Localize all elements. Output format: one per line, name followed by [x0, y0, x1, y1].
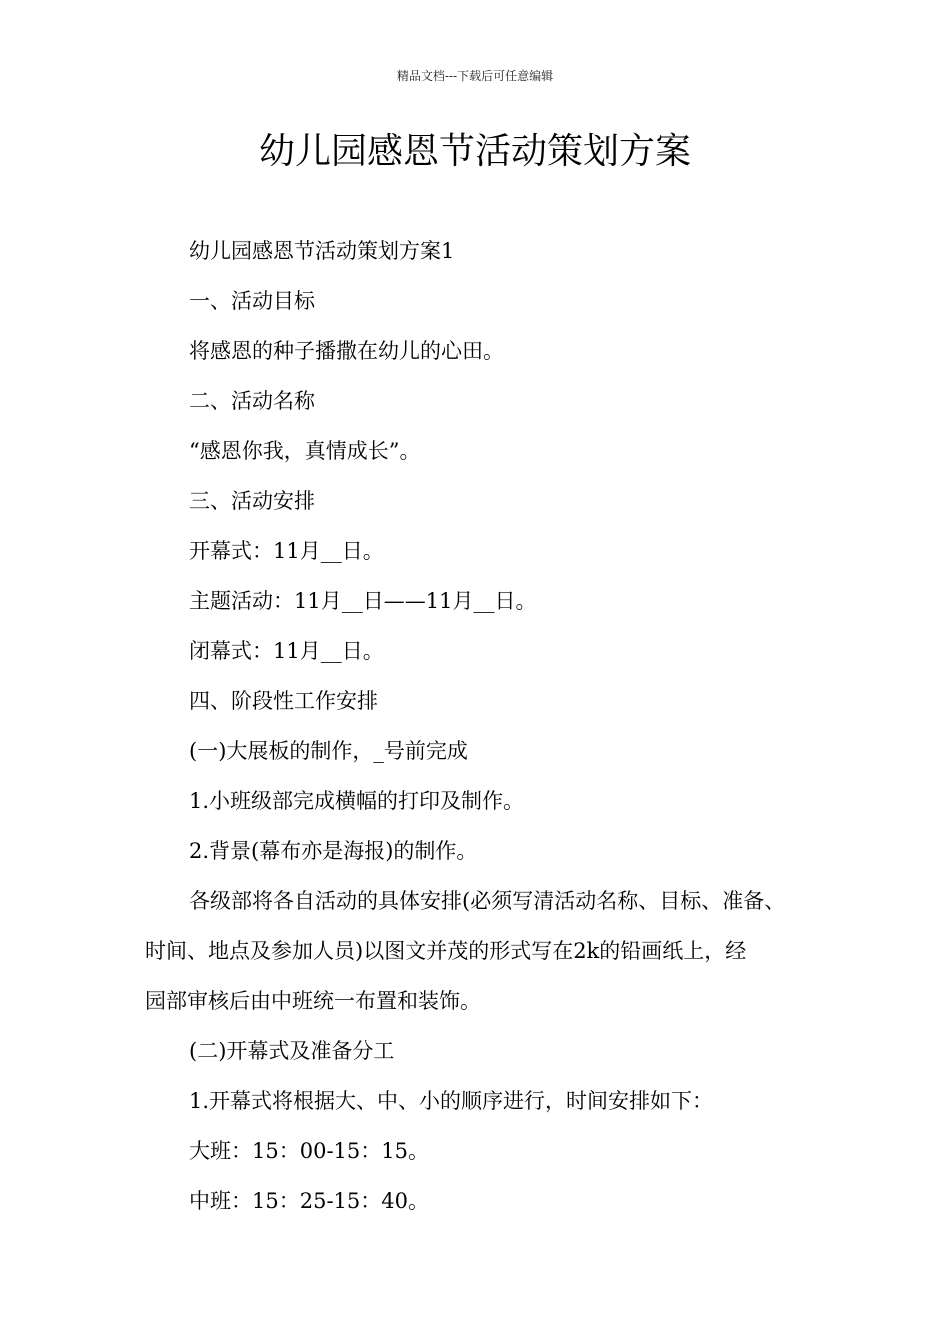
list-item: 2.背景(幕布亦是海报)的制作。: [189, 839, 478, 863]
section-heading: 四、阶段性工作安排: [189, 689, 378, 713]
section-heading: 二、活动名称: [189, 389, 315, 413]
paragraph-line: 幼儿园感恩节活动策划方案1: [189, 239, 455, 263]
list-item: 1.开幕式将根据大、中、小的顺序进行，时间安排如下：: [189, 1089, 714, 1113]
subsection-heading: (一)大展板的制作，_号前完成: [189, 739, 468, 763]
paragraph-line: 主题活动：11月__日——11月__日。: [189, 589, 537, 613]
paragraph-line: 大班：15：00-15：15。: [189, 1139, 429, 1163]
page-header-note: 精品文档---下载后可任意编辑: [396, 69, 554, 83]
section-heading: 三、活动安排: [189, 489, 315, 513]
paragraph-line: 各级部将各自活动的具体安排(必须写清活动名称、目标、准备、: [189, 889, 786, 913]
paragraph-line: “感恩你我，真情成长”。: [189, 439, 421, 463]
paragraph-line: 将感恩的种子播撒在幼儿的心田。: [189, 339, 504, 363]
paragraph-line: 时间、地点及参加人员)以图文并茂的形式写在2k的铅画纸上，经: [145, 939, 747, 963]
document-body: [145, 226, 835, 1226]
subsection-heading: (二)开幕式及准备分工: [189, 1039, 395, 1063]
paragraph-line: 中班：15：25-15：40。: [189, 1189, 429, 1213]
section-heading: 一、活动目标: [189, 289, 315, 313]
list-item: 1.小班级部完成横幅的打印及制作。: [189, 789, 525, 813]
document-title: 幼儿园感恩节活动策划方案: [258, 131, 691, 172]
paragraph-line: 闭幕式：11月__日。: [189, 639, 384, 663]
paragraph-line: 园部审核后由中班统一布置和装饰。: [145, 989, 481, 1013]
paragraph-line: 开幕式：11月__日。: [189, 539, 384, 563]
